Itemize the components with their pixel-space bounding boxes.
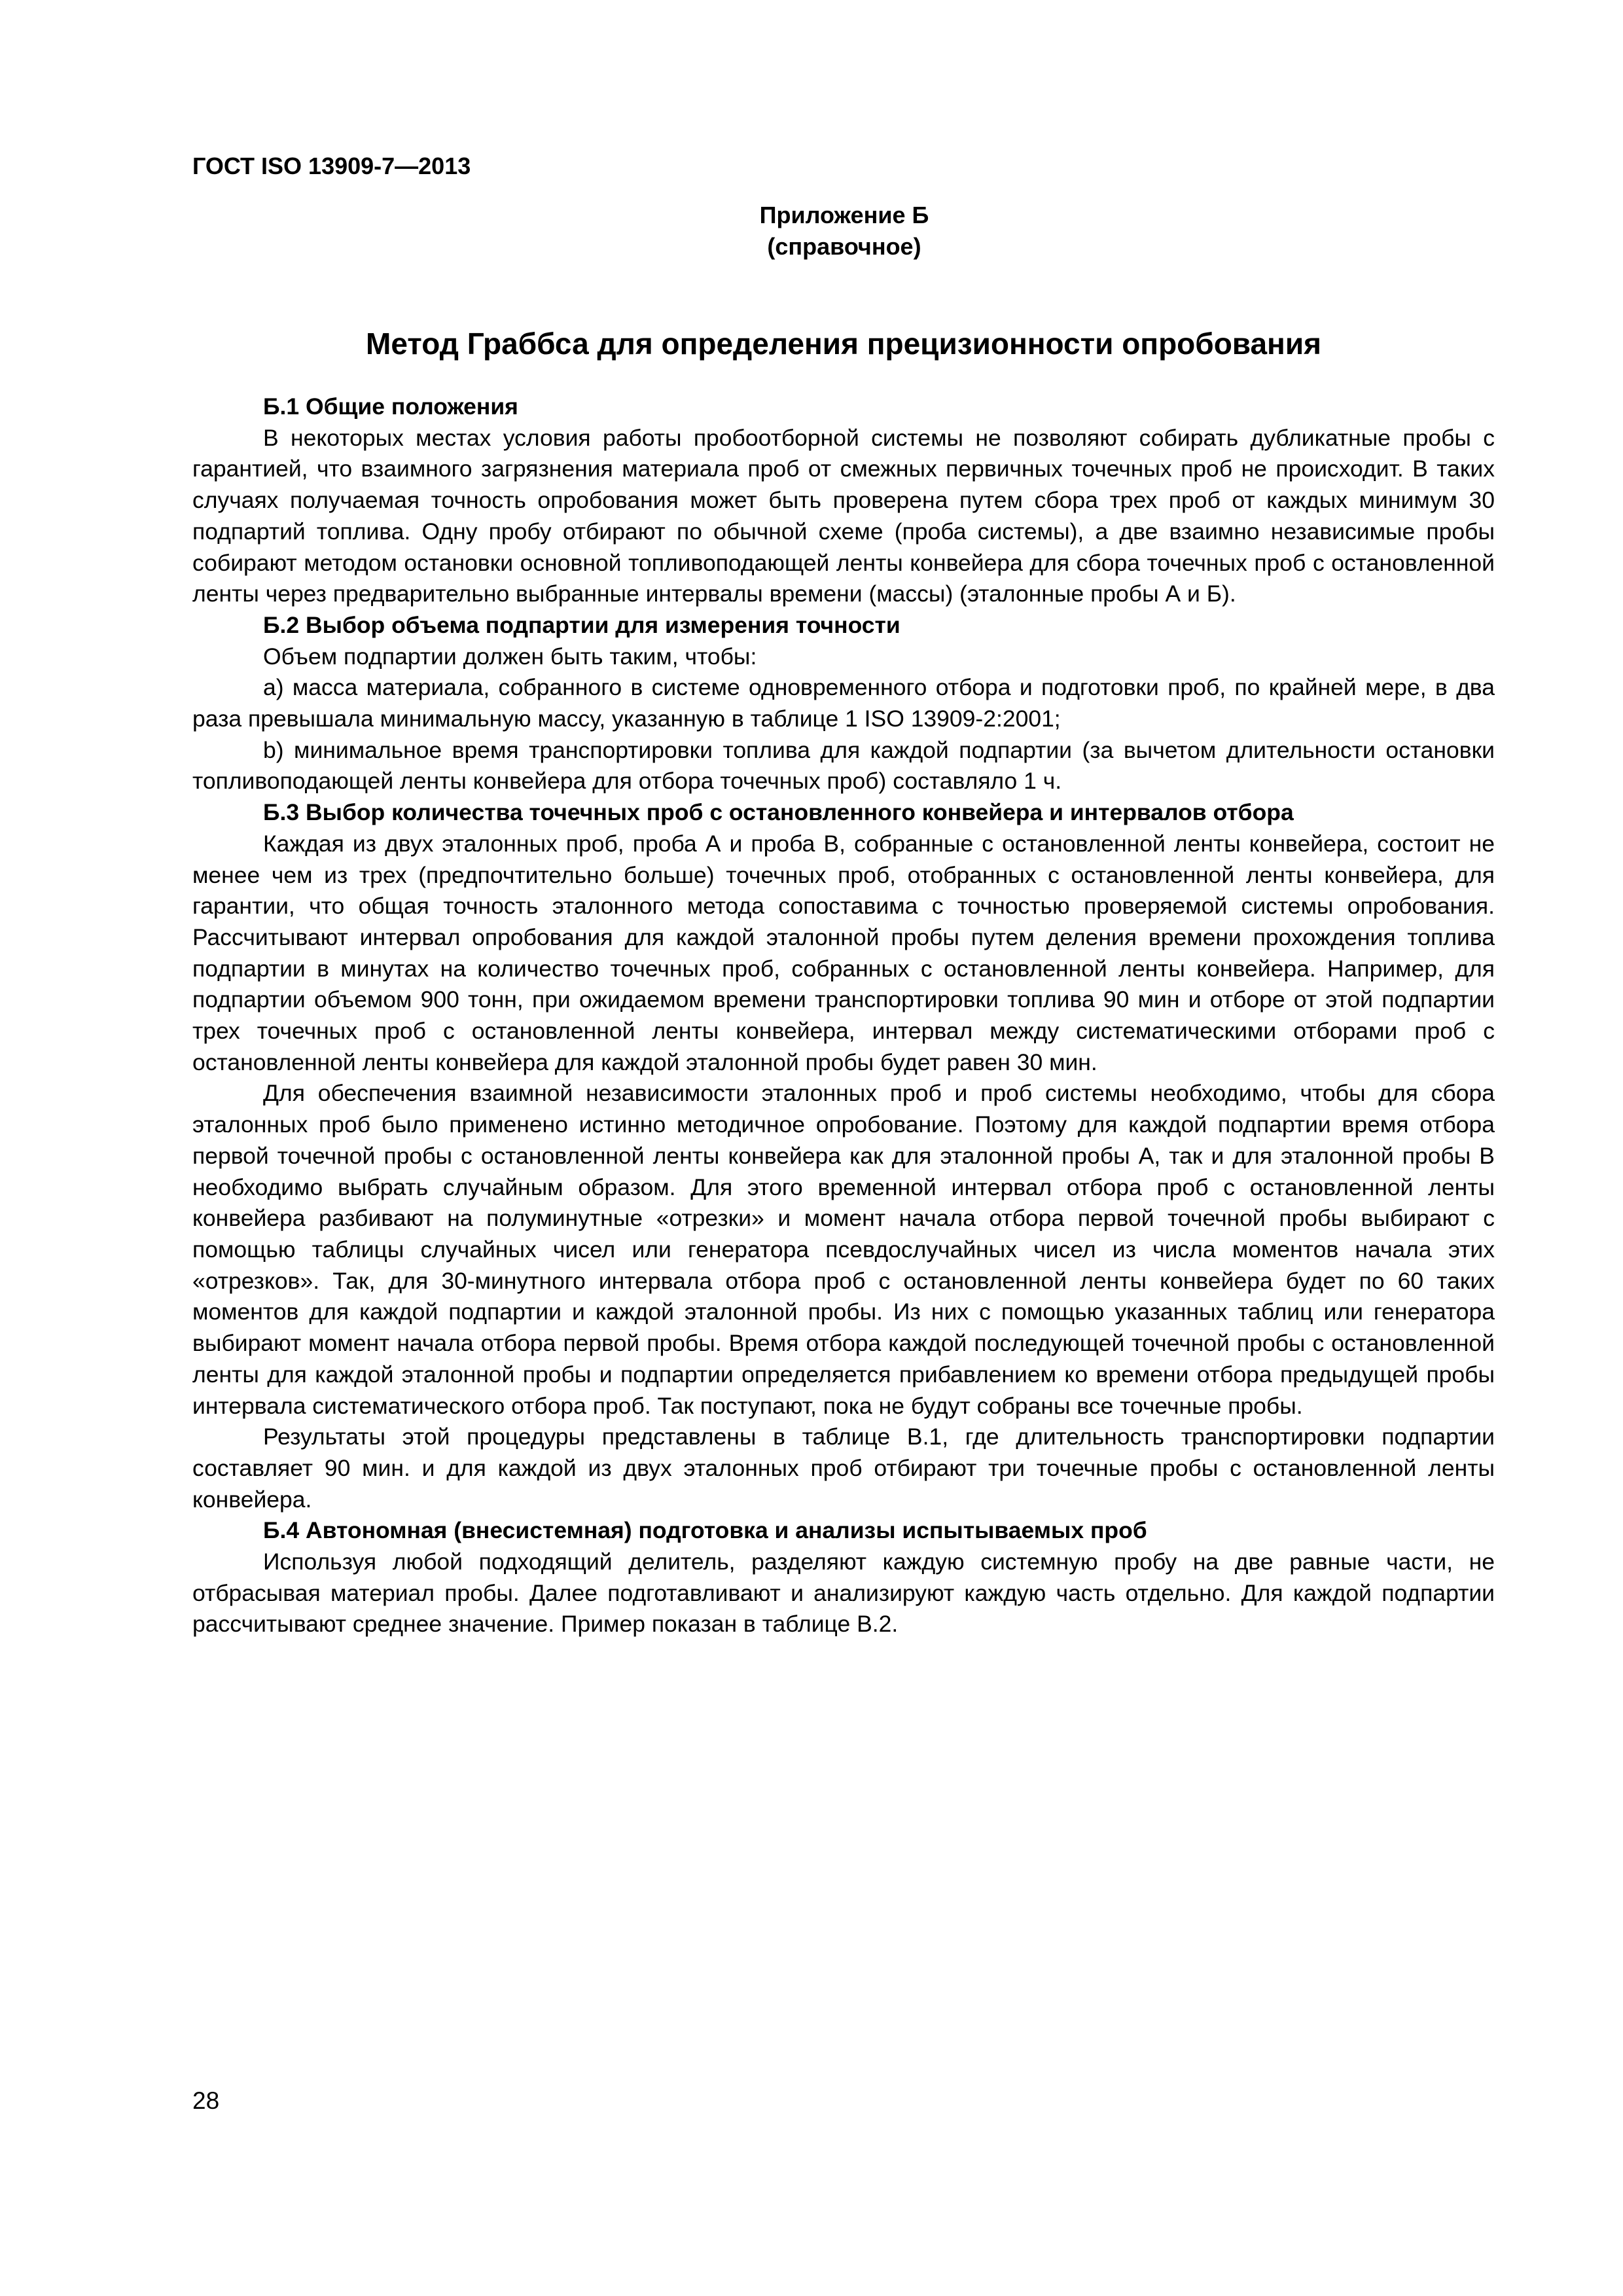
appendix-label: Приложение Б [759, 202, 929, 228]
paragraph: Каждая из двух эталонных проб, проба А и проба В, собранные с остановленной ленты конвейера, состоит не менее чем из трех (предпочтительно больше) точечных проб, отобранных с остановленной ленты конвейера, для гарантии, что общая точность эталонного метода сопоставима с точностью проверяемой системы опробования. Рассчитывают интервал опробования для каждой эталонной пробы путем деления времени прохождения топлива подпартии в минутах на количество точечных проб, собранных с остановленной ленты конвейера. Например, для подпартии объемом 900 тонн, при ожидаемом времени транспортировки топлива 90 мин и отборе от этой подпартии трех точечных проб с остановленной ленты конвейера, интервал между систематическими отборами проб с остановленной ленты конвейера для каждой эталонной пробы будет равен 30 мин. [192, 830, 1495, 1075]
paragraph: Объем подпартии должен быть таким, чтобы: [263, 643, 757, 670]
list-item-a: а) масса материала, собранного в системе одновременного отбора и подготовки проб, по крайней мере, в два раза превышала минимальную массу, указанную в таблице 1 ISO 13909-2:2001; [192, 674, 1495, 732]
paragraph: Используя любой подходящий делитель, разделяют каждую системную пробу на две равные части, не отбрасывая материал пробы. Далее подготавливают и анализируют каждую часть отдельно. Для каждой подпартии рассчитывают среднее значение. Пример показан в таблице В.2. [192, 1549, 1495, 1638]
appendix-heading [654, 200, 1034, 262]
paragraph: В некоторых местах условия работы пробоотборной системы не позволяют собирать дубликатные пробы с гарантией, что взаимного загрязнения материала проб от смежных первичных точечных проб не происходит. В таких случаях получаемая точность опробования может быть проверена путем сбора трех проб от каждых минимум 30 подпартий топлива. Одну пробу отбирают по обычной схеме (проба системы), а две взаимно независимые пробы собирают методом остановки основной топливоподающей ленты конвейера для сбора точечных проб с остановленной ленты через предварительно выбранные интервалы времени (массы) (эталонные пробы А и Б). [192, 424, 1495, 607]
page-title: Метод Граббса для определения прецизионности опробования [366, 327, 1321, 361]
section-heading-b1: Б.1 Общие положения [263, 393, 518, 420]
list-item-b: b) минимальное время транспортировки топлива для каждой подпартии (за вычетом длительности остановки топливоподающей ленты конвейера для отбора точечных проб) составляло 1 ч. [192, 736, 1495, 795]
document-code: ГОСТ ISO 13909-7—2013 [192, 152, 471, 179]
appendix-type: (справочное) [767, 233, 921, 260]
section-heading-b2: Б.2 Выбор объема подпартии для измерения точности [263, 611, 901, 638]
section-heading-b4: Б.4 Автономная (внесистемная) подготовка и анализы испытываемых проб [263, 1517, 1147, 1544]
paragraph: Результаты этой процедуры представлены в таблице В.1, где длительность транспортировки подпартии составляет 90 мин. и для каждой из двух эталонных проб отбирают три точечные пробы с остановленной ленты конвейера. [192, 1424, 1495, 1513]
paragraph: Для обеспечения взаимной независимости эталонных проб и проб системы необходимо, чтобы для сбора эталонных проб было применено истинно методичное опробование. Поэтому для каждой подпартии время отбора первой точечной пробы с остановленной ленты конвейера как для эталонной пробы А, так и для эталонной пробы В необходимо выбрать случайным образом. Для этого временной интервал отбора проб с остановленной ленты конвейера разбивают на полуминутные «отрезки» и момент начала отбора первой точечной пробы выбирают с помощью таблицы случайных чисел или генератора псевдослучайных чисел из числа моментов начала этих «отрезков». Так, для 30-минутного интервала отбора проб с остановленной ленты конвейера будет по 60 таких моментов для каждой подпартии и каждой эталонной пробы. Из них с помощью указанных таблиц или генератора выбирают момент начала отбора первой пробы. Время отбора каждой последующей точечной пробы с остановленной ленты для каждой эталонной пробы и подпартии определяется прибавлением ко времени отбора предыдущей пробы интервала систематического отбора проб. Так поступают, пока не будут собраны все точечные пробы. [192, 1080, 1495, 1419]
section-heading-b3: Б.3 Выбор количества точечных проб с остановленного конвейера и интервалов отбора [263, 799, 1294, 826]
page-number: 28 [192, 2087, 220, 2114]
document-body [192, 391, 1495, 1640]
